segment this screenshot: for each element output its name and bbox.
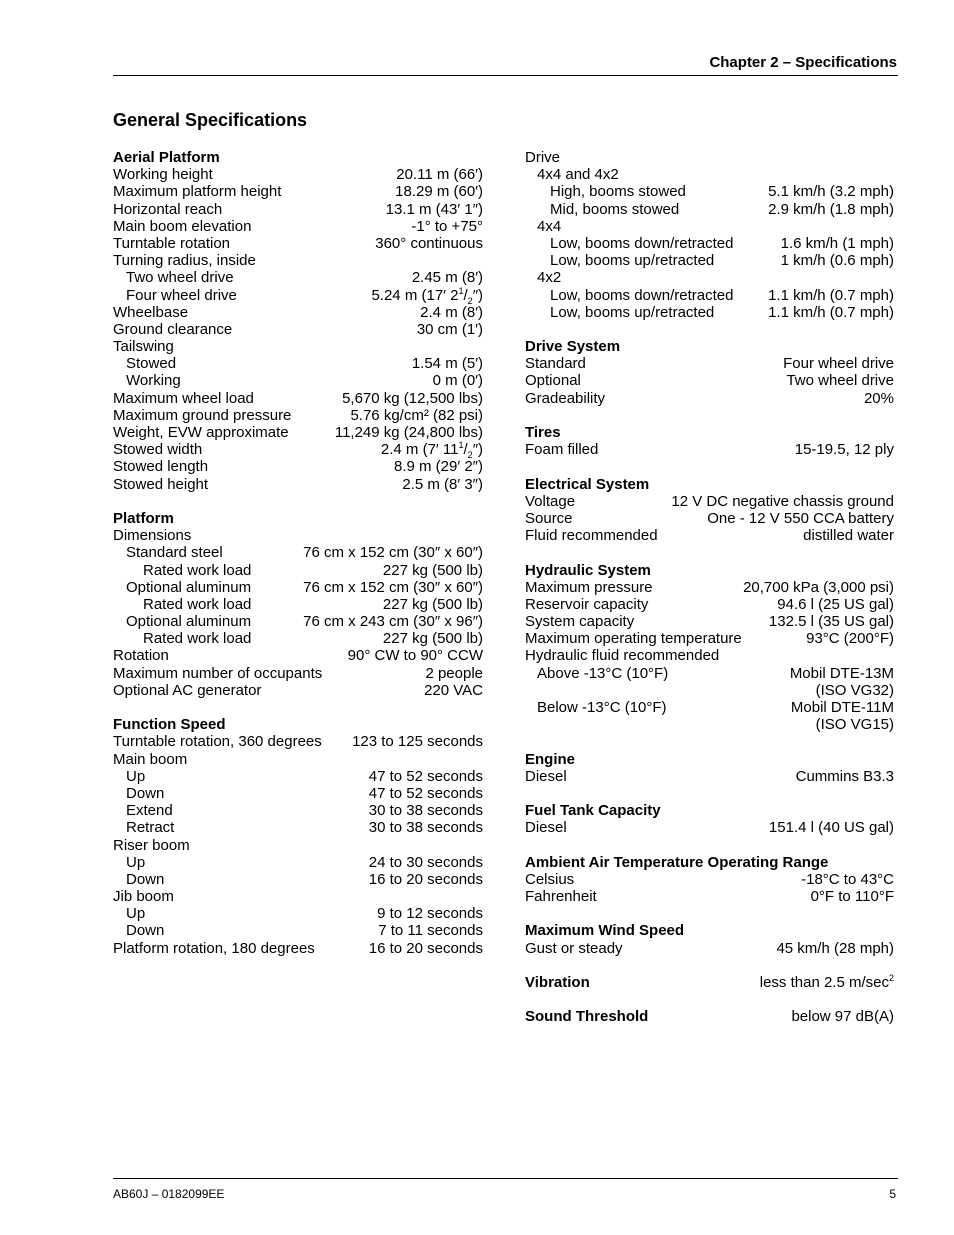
spec-group-label: Hydraulic fluid recommended bbox=[525, 647, 720, 665]
spec-row: Foam filled 15-19.5, 12 ply bbox=[525, 441, 894, 459]
section-heading: Platform bbox=[113, 509, 174, 527]
spec-row: Rotation 90° CW to 90° CCW bbox=[113, 647, 483, 665]
spec-row: Standard Four wheel drive bbox=[525, 355, 894, 373]
spec-row: Rated work load 227 kg (500 lb) bbox=[143, 630, 483, 648]
spec-row: Maximum ground pressure 5.76 kg/cm² (82 psi) bbox=[113, 406, 483, 424]
spec-row: Voltage 12 V DC negative chassis ground bbox=[525, 492, 894, 510]
spec-row-continued: (ISO VG15) bbox=[815, 716, 894, 734]
spec-row: Low, booms down/retracted 1.6 km/h (1 mph) bbox=[550, 234, 894, 252]
spec-row: Gradeability 20% bbox=[525, 389, 894, 407]
chapter-header: Chapter 2 – Specifications bbox=[709, 54, 897, 71]
header-rule bbox=[113, 75, 898, 76]
spec-row: Extend 30 to 38 seconds bbox=[126, 802, 483, 820]
spec-row: Maximum platform height 18.29 m (60′) bbox=[113, 183, 483, 201]
spec-row: Stowed width 2.4 m (7′ $11^1/_2''$) bbox=[113, 440, 483, 461]
section-heading: Drive bbox=[525, 149, 561, 166]
section-heading: Ambient Air Temperature Operating Range bbox=[525, 853, 829, 871]
spec-row: Wheelbase 2.4 m (8′) bbox=[113, 303, 483, 321]
section-heading: Fuel Tank Capacity bbox=[525, 802, 661, 820]
spec-row: Optional Two wheel drive bbox=[525, 372, 894, 390]
spec-row: Ground clearance 30 cm (1′) bbox=[113, 320, 483, 338]
spec-group-label: 4x4 and 4x2 bbox=[537, 166, 619, 184]
spec-row: Low, booms up/retracted 1.1 km/h (0.7 mph) bbox=[550, 303, 894, 321]
spec-row: Rated work load 227 kg (500 lb) bbox=[143, 561, 483, 579]
spec-row: Up 47 to 52 seconds bbox=[126, 767, 483, 785]
spec-group-label: 4x2 bbox=[537, 269, 562, 287]
spec-row: Down 47 to 52 seconds bbox=[126, 784, 483, 802]
spec-row: Stowed length 8.9 m (29′ 2″) bbox=[113, 458, 483, 476]
spec-row: Rated work load 227 kg (500 lb) bbox=[143, 595, 483, 613]
spec-row: Up 9 to 12 seconds bbox=[126, 905, 483, 923]
section-heading: Maximum Wind Speed bbox=[525, 922, 685, 940]
spec-row: Stowed 1.54 m (5′) bbox=[126, 355, 483, 373]
spec-group-label: Turning radius, inside bbox=[113, 252, 256, 270]
section-heading: Engine bbox=[525, 750, 576, 768]
spec-row: Main boom elevation -1° to +75° bbox=[113, 217, 483, 235]
footer-rule bbox=[113, 1178, 898, 1179]
spec-row: Gust or steady 45 km/h (28 mph) bbox=[525, 939, 894, 957]
spec-row: Stowed height 2.5 m (8′ 3″) bbox=[113, 475, 483, 493]
spec-group-label: Riser boom bbox=[113, 836, 190, 854]
spec-row: Turntable rotation, 360 degrees 123 to 125 seconds bbox=[113, 733, 483, 751]
spec-row: Up 24 to 30 seconds bbox=[126, 853, 483, 871]
spec-row: Maximum wheel load 5,670 kg (12,500 lbs) bbox=[113, 389, 483, 407]
spec-group-label: Dimensions bbox=[113, 527, 192, 545]
spec-row: Maximum pressure 20,700 kPa (3,000 psi) bbox=[525, 578, 894, 596]
spec-row: Optional AC generator 220 VAC bbox=[113, 681, 483, 699]
spec-group-label: Main boom bbox=[113, 750, 188, 768]
spec-row: Turntable rotation 360° continuous bbox=[113, 234, 483, 252]
spec-row: Low, booms down/retracted 1.1 km/h (0.7 mph) bbox=[550, 286, 894, 304]
section-heading: Electrical System bbox=[525, 475, 650, 493]
section-heading: Aerial Platform bbox=[113, 149, 220, 166]
spec-row: Two wheel drive 2.45 m (8′) bbox=[126, 269, 483, 287]
spec-row: Optional aluminum 76 cm x 243 cm (30″ x 96″) bbox=[126, 613, 483, 631]
spec-row: Source One - 12 V 550 CCA battery bbox=[525, 509, 894, 527]
spec-row: Down 7 to 11 seconds bbox=[126, 922, 483, 940]
spec-row-vibration: Vibration less than 2.5 $m/\sec^2$ bbox=[525, 973, 894, 991]
footer-doc-id: AB60J – 0182099EE bbox=[113, 1187, 225, 1201]
spec-row-continued: (ISO VG32) bbox=[815, 681, 894, 699]
section-heading: Drive System bbox=[525, 338, 621, 356]
spec-group-label: Tailswing bbox=[113, 338, 174, 356]
section-heading: Tires bbox=[525, 424, 561, 441]
right-column bbox=[525, 149, 894, 1026]
spec-row: Maximum number of occupants 2 people bbox=[113, 664, 483, 682]
spec-row: Horizontal reach 13.1 m (43′ 1″) bbox=[113, 200, 483, 218]
page-title: General Specifications bbox=[113, 110, 308, 130]
spec-row: Below -13°C (10°F) Mobil DTE-11M bbox=[537, 699, 894, 716]
spec-row: Working height 20.11 m (66′) bbox=[113, 166, 483, 184]
spec-row: Fahrenheit 0°F to 110°F bbox=[525, 888, 894, 906]
spec-row: Reservoir capacity 94.6 l (25 US gal) bbox=[525, 595, 894, 613]
spec-row: Working 0 m (0′) bbox=[126, 372, 483, 390]
section-heading: Function Speed bbox=[113, 716, 226, 734]
spec-row: Celsius -18°C to 43°C bbox=[525, 870, 894, 888]
spec-group-label: 4x4 bbox=[537, 217, 562, 235]
section-heading: Hydraulic System bbox=[525, 561, 651, 579]
spec-group-label: Jib boom bbox=[113, 888, 174, 906]
spec-row: Platform rotation, 180 degrees 16 to 20 seconds bbox=[113, 939, 483, 957]
spec-row: Retract 30 to 38 seconds bbox=[126, 819, 483, 837]
page-number: 5 bbox=[889, 1187, 896, 1201]
spec-row: Above -13°C (10°F) Mobil DTE-13M bbox=[537, 664, 894, 682]
spec-row: Four wheel drive 5.24 m (17′ $2^1/_2''$) bbox=[126, 285, 483, 306]
spec-row: Weight, EVW approximate 11,249 kg (24,800 lbs) bbox=[113, 424, 483, 441]
spec-row-sound: Sound Threshold below 97 dB(A) bbox=[525, 1008, 894, 1026]
spec-row: Diesel Cummins B3.3 bbox=[525, 767, 894, 785]
spec-row: Mid, booms stowed 2.9 km/h (1.8 mph) bbox=[550, 200, 894, 218]
spec-row: System capacity 132.5 l (35 US gal) bbox=[525, 613, 894, 631]
spec-row: Down 16 to 20 seconds bbox=[126, 870, 483, 888]
spec-row: Low, booms up/retracted 1 km/h (0.6 mph) bbox=[550, 252, 894, 270]
spec-row: Standard steel 76 cm x 152 cm (30″ x 60″) bbox=[126, 544, 483, 562]
spec-row: Maximum operating temperature 93°C (200°F) bbox=[525, 630, 894, 648]
spec-row: Optional aluminum 76 cm x 152 cm (30″ x 60″) bbox=[126, 578, 483, 596]
spec-row: Fluid recommended distilled water bbox=[525, 527, 894, 545]
spec-row: Diesel 151.4 l (40 US gal) bbox=[525, 819, 894, 837]
left-column bbox=[113, 149, 483, 957]
spec-row: High, booms stowed 5.1 km/h (3.2 mph) bbox=[550, 183, 894, 201]
